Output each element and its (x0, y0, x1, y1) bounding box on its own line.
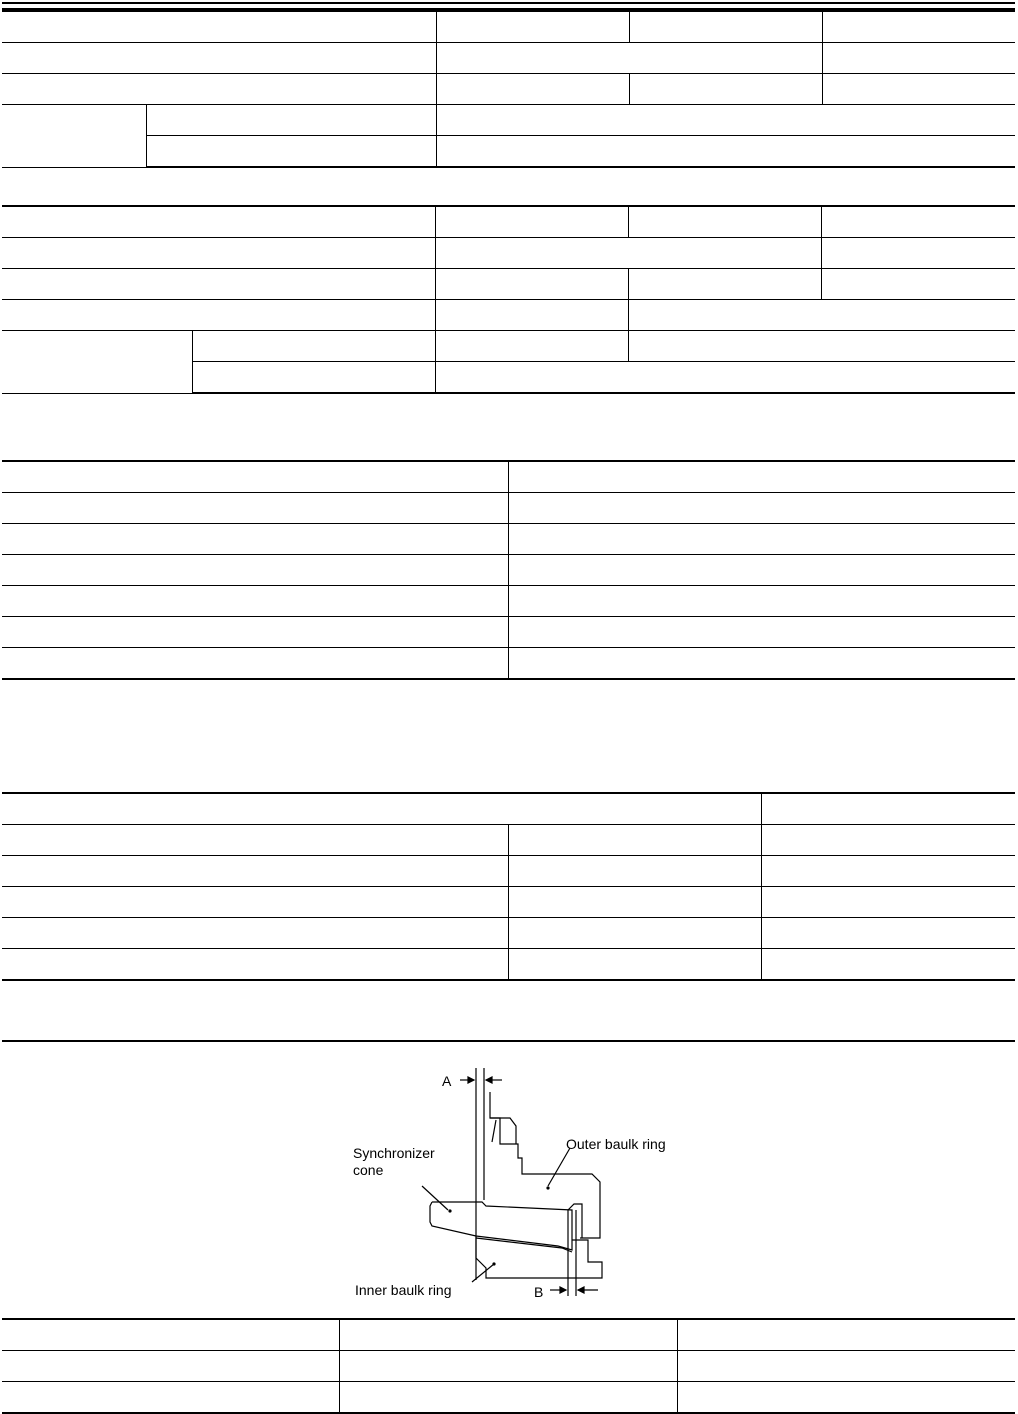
table-cell (822, 74, 1015, 105)
table-cell (436, 74, 629, 105)
table-cell (508, 856, 761, 887)
table-row (2, 1351, 1015, 1382)
table-cell (2, 11, 436, 43)
table-row (2, 461, 1015, 493)
table-cell (2, 555, 508, 586)
table-cell (761, 825, 1015, 856)
spec-table-2 (2, 205, 1015, 394)
label-synchronizer-cone-line2: cone (353, 1162, 384, 1178)
table-row (2, 524, 1015, 555)
table-cell (2, 617, 508, 648)
table-row (2, 887, 1015, 918)
label-synchronizer-cone-line1: Synchronizer (353, 1145, 435, 1161)
table-cell (628, 300, 1015, 331)
table-cell (435, 206, 628, 238)
table-cell (508, 461, 1015, 493)
table-cell (508, 524, 1015, 555)
spec-table-3 (2, 460, 1015, 680)
table-row (2, 949, 1015, 981)
table-cell (2, 1382, 339, 1414)
table-row (2, 74, 1015, 105)
table-row (2, 1382, 1015, 1414)
table-cell (822, 11, 1015, 43)
table-cell (508, 949, 761, 981)
table-row (2, 136, 1015, 168)
table-cell (2, 461, 508, 493)
synchronizer-diagram (2, 1040, 1015, 1306)
label-inner-baulk-ring: Inner baulk ring (355, 1282, 452, 1298)
table-row (2, 793, 1015, 825)
table-row (2, 238, 1015, 269)
label-a: A (442, 1073, 452, 1089)
table-row (2, 586, 1015, 617)
table-cell (2, 586, 508, 617)
table-cell (2, 648, 508, 680)
table-cell (629, 74, 822, 105)
table-cell (2, 74, 436, 105)
spec-table-4 (2, 792, 1015, 981)
table-cell (2, 949, 508, 981)
label-outer-baulk-ring: Outer baulk ring (566, 1136, 666, 1152)
table-cell (761, 856, 1015, 887)
table-cell (2, 825, 508, 856)
table-cell (2, 331, 192, 394)
table-cell (2, 493, 508, 524)
table-cell (435, 238, 821, 269)
table-cell (508, 555, 1015, 586)
header-rule-top (2, 2, 1015, 4)
table-cell (146, 105, 436, 136)
table-cell (508, 493, 1015, 524)
table-cell (508, 887, 761, 918)
table-row (2, 206, 1015, 238)
table-row (2, 269, 1015, 300)
spec-table-5 (2, 1318, 1015, 1414)
table-cell (822, 43, 1015, 74)
baulk-ring-clearance-figure (2, 1040, 1015, 1306)
table-cell (761, 793, 1015, 825)
table-cell (435, 331, 628, 362)
table-cell (339, 1351, 677, 1382)
table-cell (192, 331, 435, 362)
table-row (2, 43, 1015, 74)
table-cell (677, 1382, 1015, 1414)
table-cell (436, 136, 1015, 168)
table-row (2, 105, 1015, 136)
table-cell (2, 918, 508, 949)
table-cell (508, 617, 1015, 648)
table-cell (436, 11, 629, 43)
table-cell (2, 238, 435, 269)
table-cell (677, 1319, 1015, 1351)
table-cell (2, 887, 508, 918)
table-cell (761, 949, 1015, 981)
table-cell (435, 300, 628, 331)
table-cell (435, 362, 1015, 394)
label-b: B (534, 1284, 544, 1300)
table-row (2, 493, 1015, 524)
table-cell (192, 362, 435, 394)
table-cell (628, 269, 821, 300)
table-cell (2, 1351, 339, 1382)
table-cell (677, 1351, 1015, 1382)
table-cell (761, 887, 1015, 918)
table-cell (2, 524, 508, 555)
table-cell (628, 206, 821, 238)
table-cell (339, 1382, 677, 1414)
table-cell (2, 300, 435, 331)
table-cell (436, 43, 822, 74)
table-cell (508, 648, 1015, 680)
table-row (2, 617, 1015, 648)
table-cell (2, 105, 146, 168)
table-row (2, 918, 1015, 949)
table-row (2, 555, 1015, 586)
table-cell (435, 269, 628, 300)
table-cell (339, 1319, 677, 1351)
table-row (2, 856, 1015, 887)
table-row (2, 11, 1015, 43)
table-cell (436, 105, 1015, 136)
table-cell (2, 43, 436, 74)
table-cell (2, 1319, 339, 1351)
table-row (2, 1319, 1015, 1351)
table-cell (821, 238, 1015, 269)
table-cell (2, 856, 508, 887)
table-cell (821, 206, 1015, 238)
table-row (2, 300, 1015, 331)
table-cell (508, 586, 1015, 617)
table-cell (2, 269, 435, 300)
table-cell (2, 206, 435, 238)
table-cell (761, 918, 1015, 949)
table-cell (2, 793, 761, 825)
table-cell (508, 918, 761, 949)
table-cell (628, 331, 1015, 362)
table-cell (508, 825, 761, 856)
table-row (2, 825, 1015, 856)
spec-table-1 (2, 10, 1015, 168)
table-cell (146, 136, 436, 168)
table-cell (629, 11, 822, 43)
table-cell (821, 269, 1015, 300)
table-row (2, 331, 1015, 362)
table-row (2, 648, 1015, 680)
